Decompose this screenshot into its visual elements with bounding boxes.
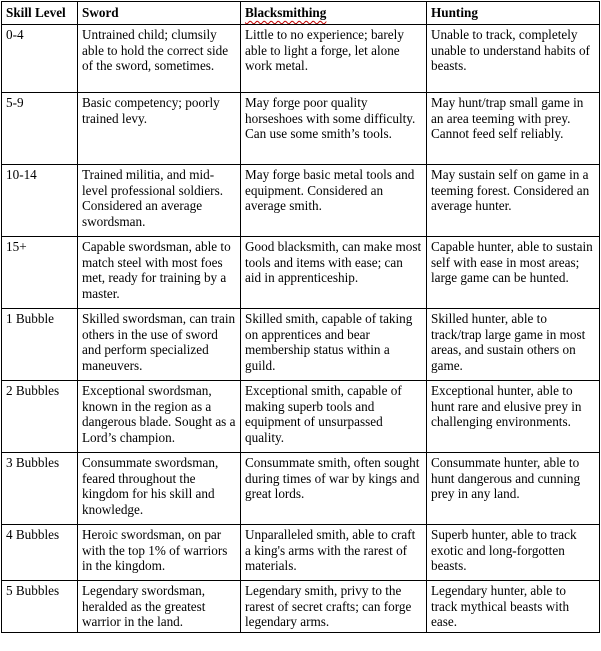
sword-cell: Consummate swordsman, feared throughout the kingdom for his skill and knowledge.	[78, 453, 241, 525]
hunting-cell: Consummate hunter, able to hunt dangerous and cunning prey in any land.	[427, 453, 600, 525]
sword-cell: Heroic swordsman, on par with the top 1% of warriors in the kingdom.	[78, 525, 241, 581]
hunting-cell: Legendary hunter, able to track mythical beasts with ease.	[427, 581, 600, 633]
sword-cell: Exceptional swordsman, known in the region as a dangerous blade. Sought as a Lord’s champion.	[78, 381, 241, 453]
hunting-cell: Unable to track, completely unable to understand habits of beasts.	[427, 25, 600, 93]
sword-cell: Skilled swordsman, can train others in the use of sword and perform specialized maneuvers.	[78, 309, 241, 381]
sword-cell: Basic competency; poorly trained levy.	[78, 93, 241, 165]
table-row	[2, 525, 600, 581]
sword-cell: Trained militia, and mid-level professional soldiers. Considered an average swordsman.	[78, 165, 241, 237]
header-blacksmithing	[241, 2, 427, 25]
skill-level-cell: 3 Bubbles	[2, 453, 78, 525]
header-hunting: Hunting	[427, 2, 600, 25]
table-row	[2, 237, 600, 309]
blacksmithing-cell: Legendary smith, privy to the rarest of secret crafts; can forge legendary arms.	[241, 581, 427, 633]
hunting-cell: May hunt/trap small game in an area teeming with prey. Cannot feed self reliably.	[427, 93, 600, 165]
skill-level-cell: 5 Bubbles	[2, 581, 78, 633]
skill-level-cell: 10-14	[2, 165, 78, 237]
hunting-cell: Exceptional hunter, able to hunt rare and elusive prey in challenging environments.	[427, 381, 600, 453]
skill-level-cell: 0-4	[2, 25, 78, 93]
skill-table	[1, 1, 600, 633]
blacksmithing-cell: Little to no experience; barely able to light a forge, let alone work metal.	[241, 25, 427, 93]
skill-level-cell: 4 Bubbles	[2, 525, 78, 581]
header-sword: Sword	[78, 2, 241, 25]
skill-level-cell: 15+	[2, 237, 78, 309]
sword-cell: Capable swordsman, able to match steel with most foes met, ready for training by a master.	[78, 237, 241, 309]
skill-level-cell: 2 Bubbles	[2, 381, 78, 453]
header-skill-level: Skill Level	[2, 2, 78, 25]
blacksmithing-cell: May forge poor quality horseshoes with some difficulty. Can use some smith’s tools.	[241, 93, 427, 165]
header-row	[2, 2, 600, 25]
table-body	[2, 25, 600, 633]
table-row	[2, 93, 600, 165]
blacksmithing-cell: Exceptional smith, capable of making superb tools and equipment of unsurpassed quality.	[241, 381, 427, 453]
sword-cell: Untrained child; clumsily able to hold the correct side of the sword, sometimes.	[78, 25, 241, 93]
table-row	[2, 309, 600, 381]
hunting-cell: Capable hunter, able to sustain self with ease in most areas; large game can be hunted.	[427, 237, 600, 309]
table-row	[2, 453, 600, 525]
skill-level-cell: 5-9	[2, 93, 78, 165]
table-row	[2, 25, 600, 93]
hunting-cell: May sustain self on game in a teeming forest. Considered an average hunter.	[427, 165, 600, 237]
table-row	[2, 581, 600, 633]
sword-cell: Legendary swordsman, heralded as the greatest warrior in the land.	[78, 581, 241, 633]
hunting-cell: Skilled hunter, able to track/trap large game in most areas, and sustain others on game.	[427, 309, 600, 381]
header-blacksmithing-text: Blacksmithing	[245, 5, 327, 20]
blacksmithing-cell: Good blacksmith, can make most tools and items with ease; can aid in apprenticeship.	[241, 237, 427, 309]
table-row	[2, 381, 600, 453]
blacksmithing-cell: May forge basic metal tools and equipment. Considered an average smith.	[241, 165, 427, 237]
hunting-cell: Superb hunter, able to track exotic and long-forgotten beasts.	[427, 525, 600, 581]
blacksmithing-cell: Consummate smith, often sought during times of war by kings and great lords.	[241, 453, 427, 525]
blacksmithing-cell: Unparalleled smith, able to craft a king's arms with the rarest of materials.	[241, 525, 427, 581]
blacksmithing-cell: Skilled smith, capable of taking on apprentices and bear membership status within a guild.	[241, 309, 427, 381]
table-row	[2, 165, 600, 237]
skill-level-cell: 1 Bubble	[2, 309, 78, 381]
